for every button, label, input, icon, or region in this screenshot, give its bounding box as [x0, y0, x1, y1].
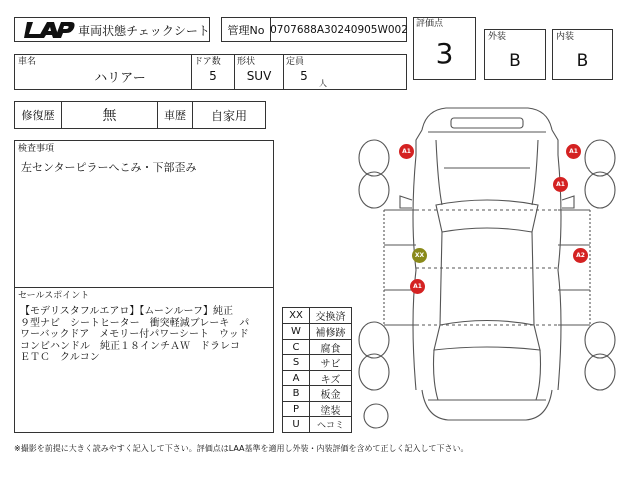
- shape-label: 形状: [237, 57, 256, 67]
- doors-label: ドア数: [194, 57, 221, 67]
- legend-code: XX: [289, 310, 303, 321]
- sales-points-text: [20, 306, 249, 364]
- damage-marker: A1: [410, 279, 425, 294]
- repair-history-value: 無: [102, 108, 117, 124]
- interior-score-value: B: [576, 51, 589, 71]
- laa-logo: [23, 21, 75, 39]
- inspection-box: [14, 140, 274, 433]
- inspection-text: 左センターピラーへこみ・下部歪み: [21, 161, 197, 174]
- interior-score-box: [552, 29, 613, 80]
- legend-code: S: [292, 357, 300, 368]
- damage-marker: A1: [399, 144, 414, 159]
- vehicle-use-label: 車歴: [164, 109, 186, 122]
- exterior-score-value: B: [509, 51, 521, 71]
- damage-marker: A1: [553, 177, 568, 192]
- doors-value: 5: [209, 69, 217, 83]
- capacity-value: 5: [300, 69, 308, 83]
- overall-score-value: 3: [435, 36, 454, 70]
- legend-meaning: 板金: [320, 390, 341, 401]
- sales-line: ９型ナビ シートヒーター 衝突軽減ブレーキ パ: [20, 317, 250, 329]
- vehicle-use-value: 自家用: [210, 108, 247, 123]
- damage-marker: A1: [566, 144, 581, 159]
- legend-meaning: 交換済: [315, 312, 346, 323]
- sales-line: コンビハンドル 純正１８インチＡＷ ドラレコ: [20, 340, 240, 352]
- sales-points-label: セールスポイント: [18, 291, 90, 301]
- sheet-title: 車両状態チェックシート: [78, 23, 210, 38]
- legend-code: C: [292, 341, 300, 353]
- damage-marker: XX: [412, 248, 427, 263]
- logo-title-box: [14, 17, 210, 42]
- car-name-label: 車名: [18, 57, 37, 67]
- interior-score-label: 内装: [556, 32, 575, 42]
- repair-history-label: 修復歴: [21, 109, 55, 122]
- legend-meaning: ヘコミ: [316, 421, 344, 431]
- legend-code: A: [292, 372, 300, 384]
- sales-line: ＥＴＣ クルコン: [20, 352, 100, 363]
- footer-note: ※撮影を前提に大きく読みやすく記入して下さい。評価点はLAA基準を適用し外装・内装評価を含めて正しく記入して下さい。: [14, 444, 469, 453]
- legend-meaning: サビ: [320, 359, 341, 370]
- management-box: [221, 17, 407, 42]
- legend-meaning: 補修跡: [315, 328, 346, 339]
- inspection-label: 検査事項: [18, 144, 55, 154]
- damage-marker: A2: [573, 248, 588, 263]
- legend-meaning: 腐食: [320, 343, 341, 355]
- vehicle-info-box: [14, 54, 407, 90]
- management-label: 管理No: [227, 24, 265, 37]
- management-number: 0707688A30240905W002: [270, 24, 408, 36]
- car-name-value: ハリアー: [94, 70, 146, 86]
- overall-score-box: [413, 17, 476, 80]
- legend-code: B: [292, 388, 300, 399]
- shape-value: SUV: [246, 69, 272, 83]
- legend-meaning: キズ: [320, 374, 341, 386]
- car-damage-diagram: [356, 100, 618, 430]
- exterior-score-box: [484, 29, 546, 80]
- overall-score-label: 評価点: [416, 19, 444, 29]
- legend-code: U: [292, 419, 300, 430]
- capacity-label: 定員: [286, 57, 305, 67]
- sales-line: 【モデリスタフルエアロ】【ムーンルーフ】純正: [20, 306, 233, 317]
- legend-code: W: [291, 326, 301, 337]
- legend-meaning: 塗装: [320, 405, 341, 417]
- exterior-score-label: 外装: [488, 32, 507, 42]
- history-box: [14, 101, 266, 129]
- capacity-unit: 人: [319, 79, 327, 88]
- damage-legend-table: [282, 307, 352, 433]
- legend-code: P: [292, 403, 300, 415]
- sales-line: ワーバックドア メモリー付パワーシート ウッド: [20, 329, 249, 340]
